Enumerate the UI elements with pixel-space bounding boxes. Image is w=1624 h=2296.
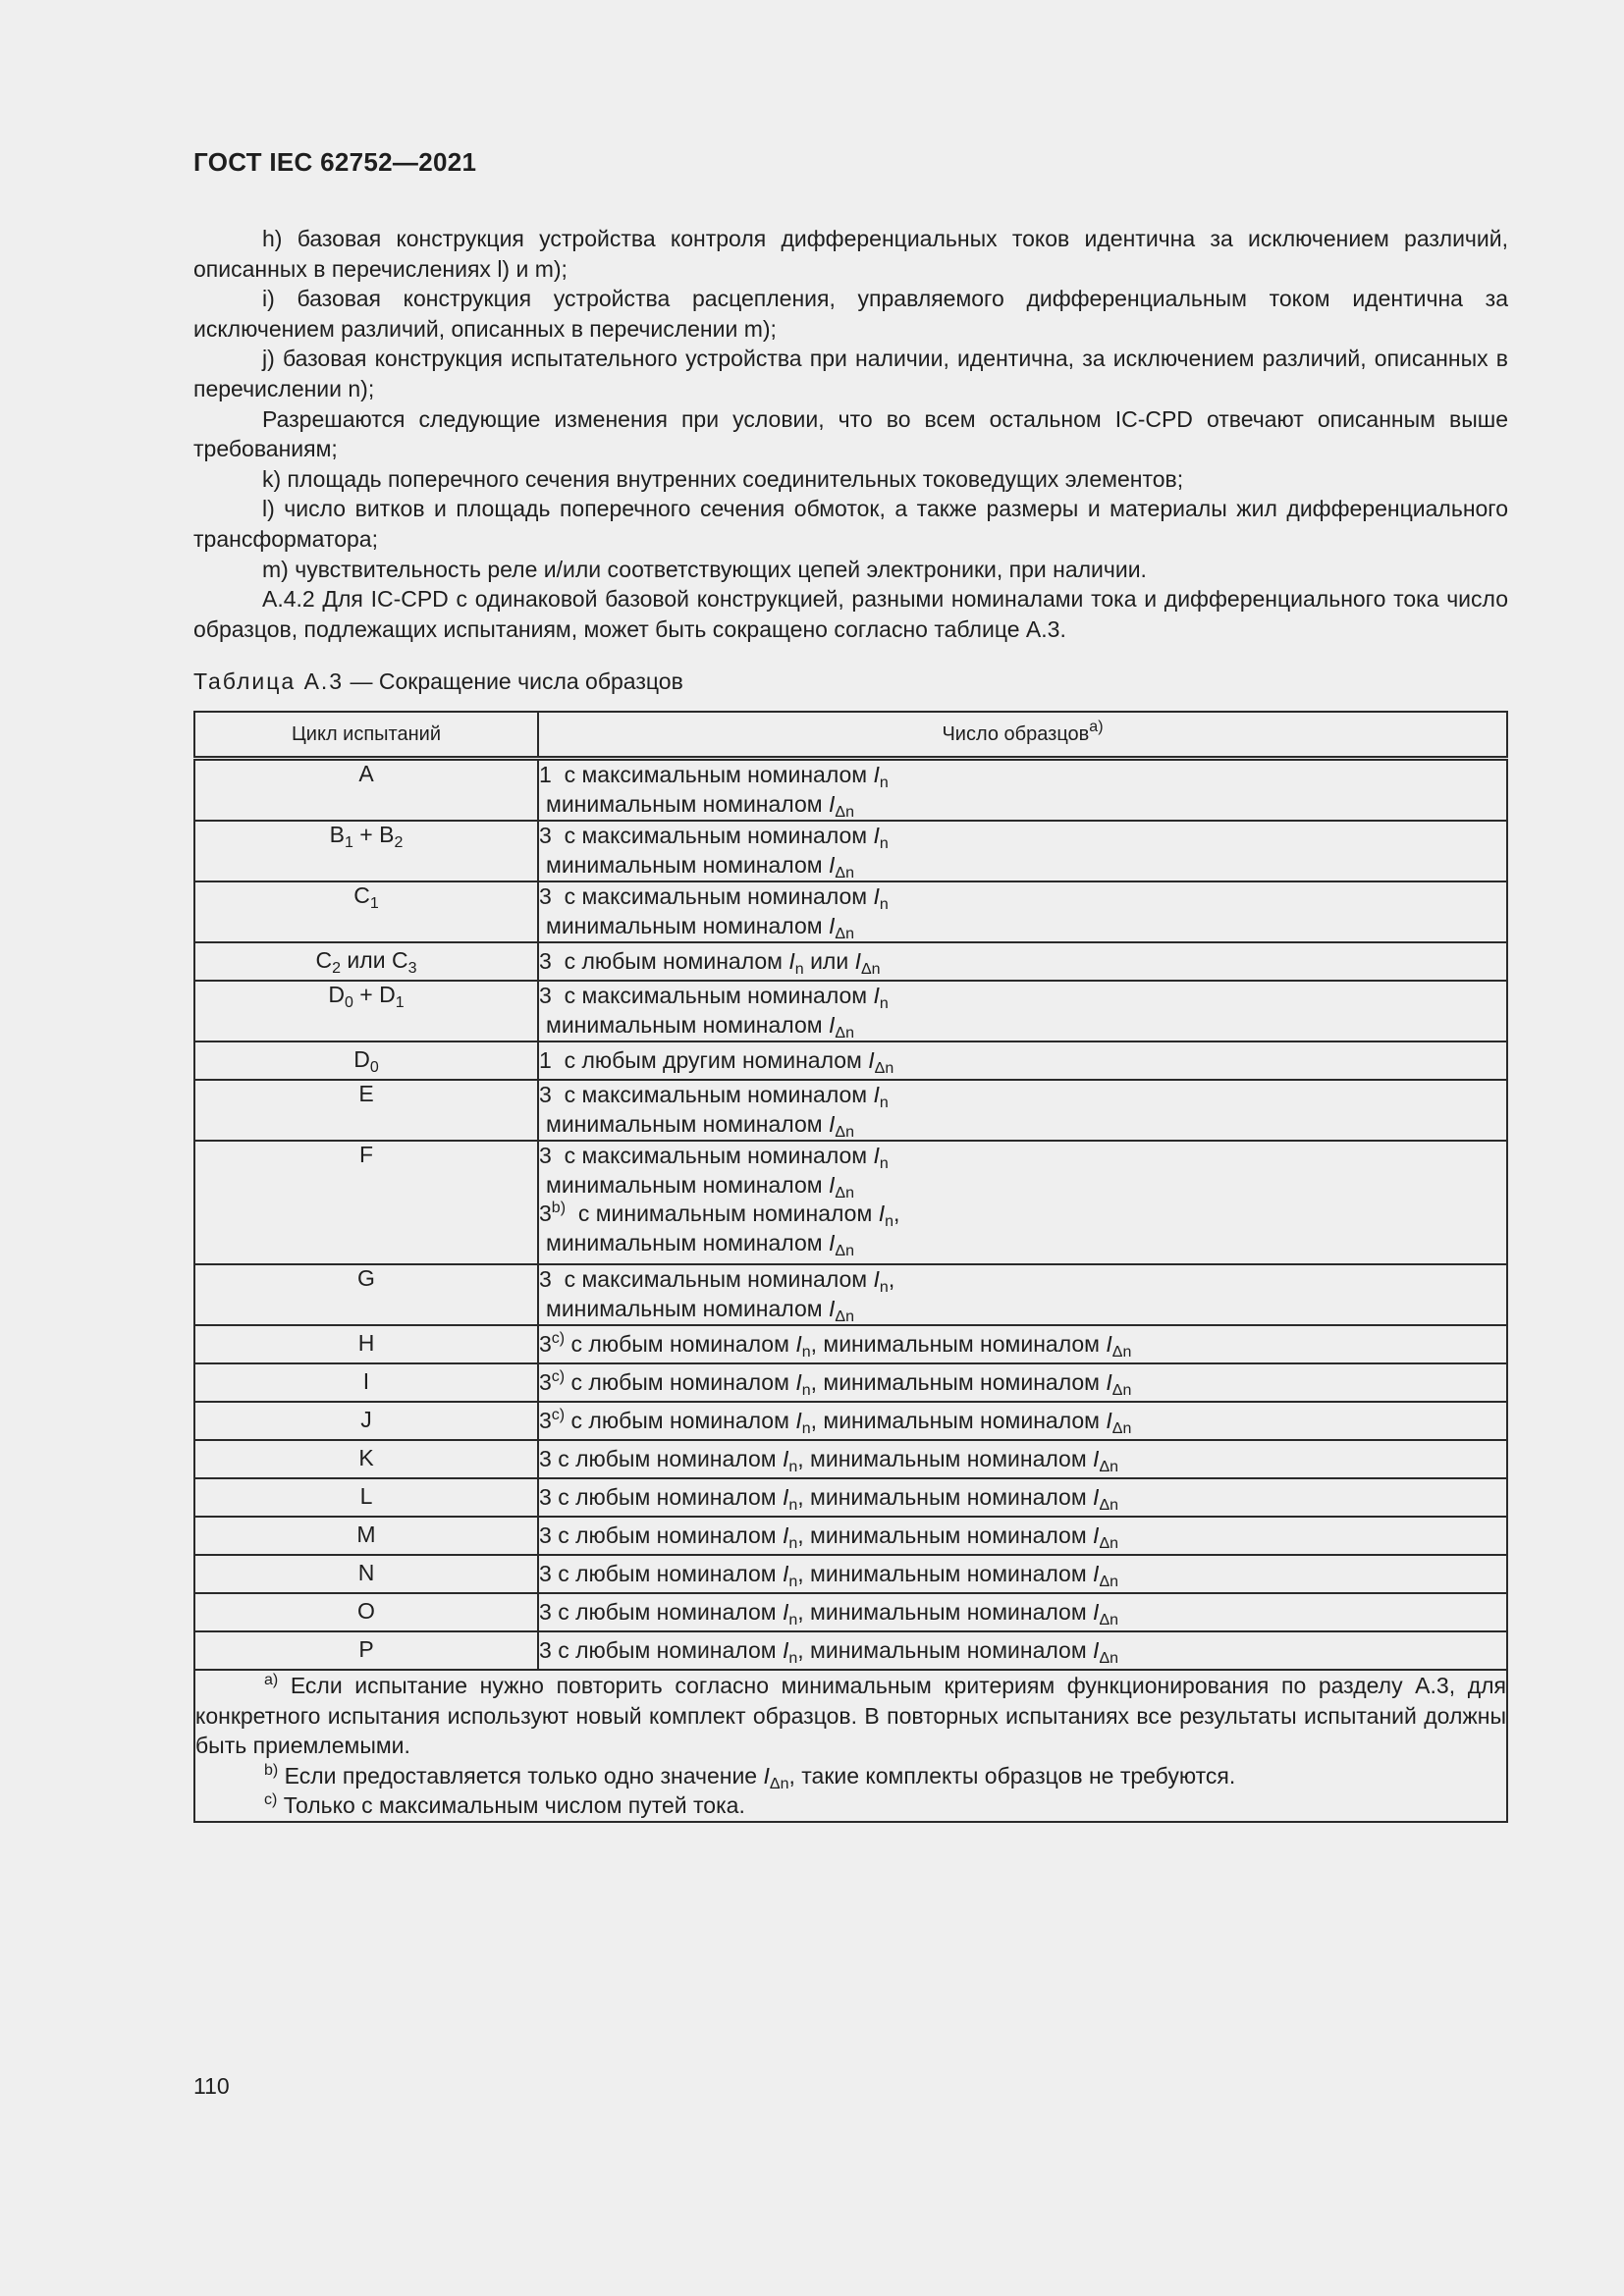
cycle-cell: G [194, 1264, 538, 1325]
cycle-cell: I [194, 1363, 538, 1402]
count-cell: 3$^{c)}$ с любым номиналом $I_n$, минимальным номиналом $I_{\Delta n}$ [538, 1402, 1507, 1440]
table-header-row [194, 712, 1507, 759]
note-a: $^{a)}$ Если испытание нужно повторить согласно минимальным критериям функционирования по разделу А.3, для конкретного испытания используют новый комплект образцов. В повторных испытаниях все результаты испытаний должны быть приемлемыми. [195, 1672, 1506, 1758]
paragraph-k: k) площадь поперечного сечения внутренних соединительных токоведущих элементов; [262, 465, 1184, 492]
table-row [194, 1440, 1507, 1478]
cycle-cell: $D_0 + D_1$ [194, 981, 538, 1041]
table-row [194, 759, 1507, 822]
table-row [194, 1402, 1507, 1440]
count-line: минимальным номиналом $I_{\Delta n}$ [546, 912, 854, 942]
table-caption [193, 668, 683, 695]
cycle-cell: $C_2$ или $C_3$ [194, 942, 538, 981]
count-cell: 3 с любым номиналом $I_n$, минимальным номиналом $I_{\Delta n}$ [538, 1631, 1507, 1670]
count-line: 3 с любым номиналом $I_n$ или $I_{\Delta n}$ [539, 948, 881, 978]
cycle-cell: $B_1 + B_2$ [194, 821, 538, 881]
paragraph-l: l) число витков и площадь поперечного сечения обмоток, а также размеры и материалы жил дифференциального трансформатора; [193, 496, 1508, 552]
count-cell: 3 с любым номиналом $I_n$, минимальным номиналом $I_{\Delta n}$ [538, 1593, 1507, 1631]
count-line: 1 с максимальным номиналом $I_n$ [539, 762, 889, 791]
paragraph-allowed-changes: Разрешаются следующие изменения при условии, что во всем остальном IC-CPD отвечают описанным выше требованиям; [193, 405, 1508, 462]
count-line: минимальным номиналом $I_{\Delta n}$ [546, 1011, 854, 1041]
count-cell: 3$^{c)}$ с любым номиналом $I_n$, минимальным номиналом $I_{\Delta n}$ [538, 1325, 1507, 1363]
table-row [194, 881, 1507, 942]
table-row [194, 1041, 1507, 1080]
count-cell [538, 981, 1507, 1041]
body-text [193, 224, 1508, 644]
samples-table [193, 711, 1508, 1823]
note-b: $^{b)}$ Если предоставляется только одно значение $I_{\Delta n}$, такие комплекты образцов не требуются. [264, 1761, 1236, 1792]
table-row [194, 1593, 1507, 1631]
count-line: 3 с максимальным номиналом $I_n$ [539, 1082, 889, 1111]
count-cell: 3 с любым номиналом $I_n$, минимальным номиналом $I_{\Delta n}$ [538, 1555, 1507, 1593]
table-row [194, 1517, 1507, 1555]
cycle-cell: $C_1$ [194, 881, 538, 942]
count-cell [538, 1080, 1507, 1141]
count-line: 3 с максимальным номиналом $I_n$, [539, 1266, 895, 1296]
count-cell [538, 759, 1507, 822]
cycle-cell: L [194, 1478, 538, 1517]
count-cell [538, 881, 1507, 942]
paragraph-a-4-2: А.4.2 Для IC-CPD с одинаковой базовой конструкцией, разными номиналами тока и дифференциального тока число образцов, подлежащих испытаниям, может быть сокращено согласно таблице А.3. [193, 586, 1508, 642]
count-line: 3$^{b)}$ с минимальным номиналом $I_n$, [539, 1200, 900, 1230]
note-c: $^{c)}$ Только с максимальным числом путей тока. [264, 1791, 745, 1818]
count-line: 3 с максимальным номиналом $I_n$ [539, 823, 889, 852]
count-cell [538, 821, 1507, 881]
cycle-cell: E [194, 1080, 538, 1141]
cycle-cell: A [194, 759, 538, 822]
table-notes [194, 1670, 1507, 1822]
cycle-cell: $D_0$ [194, 1041, 538, 1080]
count-line: минимальным номиналом $I_{\Delta n}$ [546, 1110, 854, 1141]
count-cell: 3 с любым номиналом $I_n$, минимальным номиналом $I_{\Delta n}$ [538, 1440, 1507, 1478]
table-notes-row [194, 1670, 1507, 1822]
table-caption-label: Таблица А.3 [193, 668, 345, 694]
count-line: 3 с максимальным номиналом $I_n$ [539, 883, 889, 913]
paragraph-h: h) базовая конструкция устройства контроля дифференциальных токов идентична за исключением различий, описанных в перечислениях l) и m); [193, 226, 1508, 282]
table-row [194, 1325, 1507, 1363]
page-number: 110 [193, 2073, 230, 2099]
header-count: Число образцов$^{a)}$ [538, 712, 1507, 759]
cycle-cell: P [194, 1631, 538, 1670]
count-line: 3 с максимальным номиналом $I_n$ [539, 983, 889, 1012]
count-line: минимальным номиналом $I_{\Delta n}$ [546, 1229, 854, 1259]
table-row [194, 1478, 1507, 1517]
table-row [194, 821, 1507, 881]
cycle-cell: M [194, 1517, 538, 1555]
count-line: минимальным номиналом $I_{\Delta n}$ [546, 851, 854, 881]
cycle-cell: O [194, 1593, 538, 1631]
table-caption-text: — Сокращение числа образцов [344, 668, 683, 694]
table-row [194, 981, 1507, 1041]
count-cell [538, 1041, 1507, 1080]
count-cell: 3 с любым номиналом $I_n$, минимальным номиналом $I_{\Delta n}$ [538, 1517, 1507, 1555]
table-row [194, 1555, 1507, 1593]
table-row [194, 1264, 1507, 1325]
count-cell [538, 942, 1507, 981]
paragraph-m: m) чувствительность реле и/или соответствующих цепей электроники, при наличии. [262, 556, 1147, 582]
cycle-cell: F [194, 1141, 538, 1264]
table-row [194, 1631, 1507, 1670]
count-cell [538, 1141, 1507, 1264]
count-cell: 3 с любым номиналом $I_n$, минимальным номиналом $I_{\Delta n}$ [538, 1478, 1507, 1517]
count-line: минимальным номиналом $I_{\Delta n}$ [546, 790, 854, 821]
count-cell: 3$^{c)}$ с любым номиналом $I_n$, минимальным номиналом $I_{\Delta n}$ [538, 1363, 1507, 1402]
table-row [194, 942, 1507, 981]
cycle-cell: N [194, 1555, 538, 1593]
cycle-cell: H [194, 1325, 538, 1363]
header-cycle: Цикл испытаний [194, 712, 538, 759]
count-line: минимальным номиналом $I_{\Delta n}$ [546, 1171, 854, 1201]
table-row [194, 1141, 1507, 1264]
count-cell [538, 1264, 1507, 1325]
paragraph-i: i) базовая конструкция устройства расцепления, управляемого дифференциальным током идентична за исключением различий, описанных в перечислении m); [193, 286, 1508, 342]
document-header: ГОСТ IEC 62752—2021 [193, 147, 477, 177]
paragraph-j: j) базовая конструкция испытательного устройства при наличии, идентична, за исключением различий, описанных в перечислении n); [193, 346, 1508, 401]
count-line: 1 с любым другим номиналом $I_{\Delta n}$ [539, 1047, 894, 1077]
cycle-cell: K [194, 1440, 538, 1478]
table-row [194, 1363, 1507, 1402]
count-line: минимальным номиналом $I_{\Delta n}$ [546, 1295, 854, 1325]
cycle-cell: J [194, 1402, 538, 1440]
table-row [194, 1080, 1507, 1141]
count-line: 3 с максимальным номиналом $I_n$ [539, 1143, 889, 1172]
